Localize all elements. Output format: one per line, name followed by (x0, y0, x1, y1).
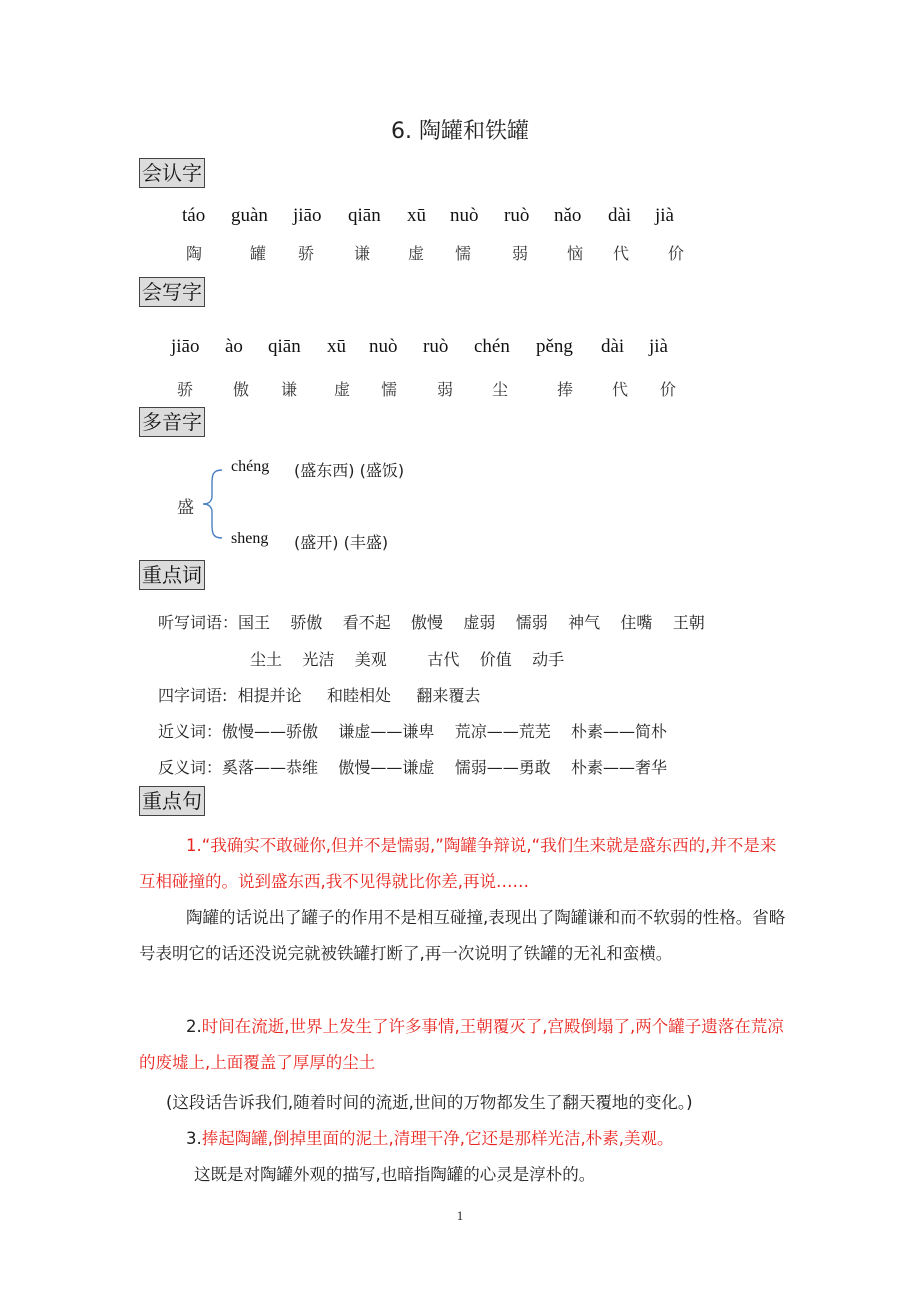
sentence-3-quote (186, 1125, 673, 1149)
sentence-2-analysis: (这段话告诉我们,随着时间的流逝,世间的万物都发生了翻天覆地的变化。) (166, 1093, 693, 1112)
hanzi: 代 (613, 244, 630, 263)
reading-2-words: (盛开) (丰盛) (294, 533, 389, 552)
pinyin: guàn (231, 205, 268, 226)
section-write-heading: 会写字 (139, 277, 205, 307)
hanzi: 傲 (233, 380, 250, 399)
hanzi: 谦 (354, 244, 371, 263)
pinyin: qiān (348, 205, 381, 226)
antonyms-line: 反义词：奚落——恭维 傲慢——谦虚 懦弱——勇敢 朴素——奢华 (158, 758, 668, 777)
four-char-words: 四字词语: 相提并论 和睦相处 翻来覆去 (158, 686, 481, 705)
section-sentences-heading: 重点句 (139, 786, 205, 816)
sentence-2-quote (139, 1009, 789, 1081)
hanzi: 骄 (177, 380, 194, 399)
pinyin: nuò (369, 336, 398, 357)
hanzi: 谦 (281, 380, 298, 399)
hanzi: 恼 (567, 244, 584, 263)
section-recognize-heading: 会认字 (139, 158, 205, 188)
hanzi: 陶 (186, 244, 203, 263)
pinyin: jià (655, 205, 674, 226)
hanzi: 懦 (381, 380, 398, 399)
sentence-3-number: 3. (186, 1129, 202, 1148)
pinyin: dài (601, 336, 625, 357)
pinyin: jiāo (171, 336, 200, 357)
pinyin: jià (649, 336, 668, 357)
hanzi: 骄 (298, 244, 315, 263)
pinyin: ruò (504, 205, 530, 226)
hanzi: 虚 (408, 244, 425, 263)
hanzi: 懦 (455, 244, 472, 263)
dictation-line-2: 尘土 光洁 美观 古代 价值 动手 (250, 650, 565, 669)
section-keywords-heading: 重点词 (139, 560, 205, 590)
pinyin: ào (225, 336, 243, 357)
sentence-3-analysis: 这既是对陶罐外观的描写,也暗指陶罐的心灵是淳朴的。 (194, 1165, 596, 1184)
sentence-3-text: 捧起陶罐,倒掉里面的泥土,清理干净,它还是那样光洁,朴素,美观。 (201, 1129, 674, 1148)
pinyin: chén (474, 336, 510, 357)
pinyin: nǎo (554, 205, 582, 226)
hanzi: 弱 (437, 380, 454, 399)
section-polyphone-heading: 多音字 (139, 407, 205, 437)
sentence-1-analysis: 陶罐的话说出了罐子的作用不是相互碰撞,表现出了陶罐谦和而不软弱的性格。省略号表明它的话还没说完就被铁罐打断了,再一次说明了铁罐的无礼和蛮横。 (139, 908, 786, 963)
pinyin: jiāo (293, 205, 322, 226)
pinyin: táo (182, 205, 206, 226)
sentence-1-quote: 1.“我确实不敢碰你,但并不是懦弱,”陶罐争辩说,“我们生来就是盛东西的,并不是来互相碰撞的。说到盛东西,我不见得就比你差,再说…… (139, 836, 777, 891)
pinyin: nuò (450, 205, 479, 226)
synonyms-line: 近义词：傲慢——骄傲 谦虚——谦卑 荒凉——荒芜 朴素——简朴 (158, 722, 668, 741)
reading-1-words: (盛东西) (盛饭) (294, 461, 405, 480)
hanzi: 价 (660, 380, 677, 399)
pinyin: xū (407, 205, 426, 226)
pinyin: dài (608, 205, 632, 226)
hanzi: 捧 (557, 380, 574, 399)
hanzi: 代 (612, 380, 629, 399)
pinyin: ruò (423, 336, 449, 357)
hanzi: 虚 (334, 380, 351, 399)
reading-1-pinyin: chéng (231, 458, 270, 475)
pinyin: qiān (268, 336, 301, 357)
hanzi: 尘 (492, 380, 509, 399)
hanzi: 罐 (250, 244, 267, 263)
polyphone-char: 盛 (177, 498, 194, 518)
pinyin: pěng (536, 336, 573, 357)
dictation-line-1 (158, 610, 705, 633)
hanzi: 价 (668, 244, 685, 263)
reading-2-pinyin: sheng (231, 530, 269, 547)
dictation-label: 听写词语： (158, 613, 239, 632)
sentence-2-number: 2. (186, 1017, 202, 1036)
curly-brace-icon (200, 468, 226, 540)
sentence-2-text: 时间在流逝,世界上发生了许多事情,王朝覆灭了,宫殿倒塌了,两个罐子遗落在荒凉的废墟上,上面覆盖了厚厚的尘土 (139, 1017, 784, 1072)
pinyin: xū (327, 336, 346, 357)
hanzi: 弱 (512, 244, 529, 263)
dictation-words-1: 国王 骄傲 看不起 傲慢 虚弱 懦弱 神气 住嘴 王朝 (238, 613, 705, 632)
page-title: 6. 陶罐和铁罐 (391, 119, 529, 144)
page-number: 1 (456, 1208, 464, 1223)
